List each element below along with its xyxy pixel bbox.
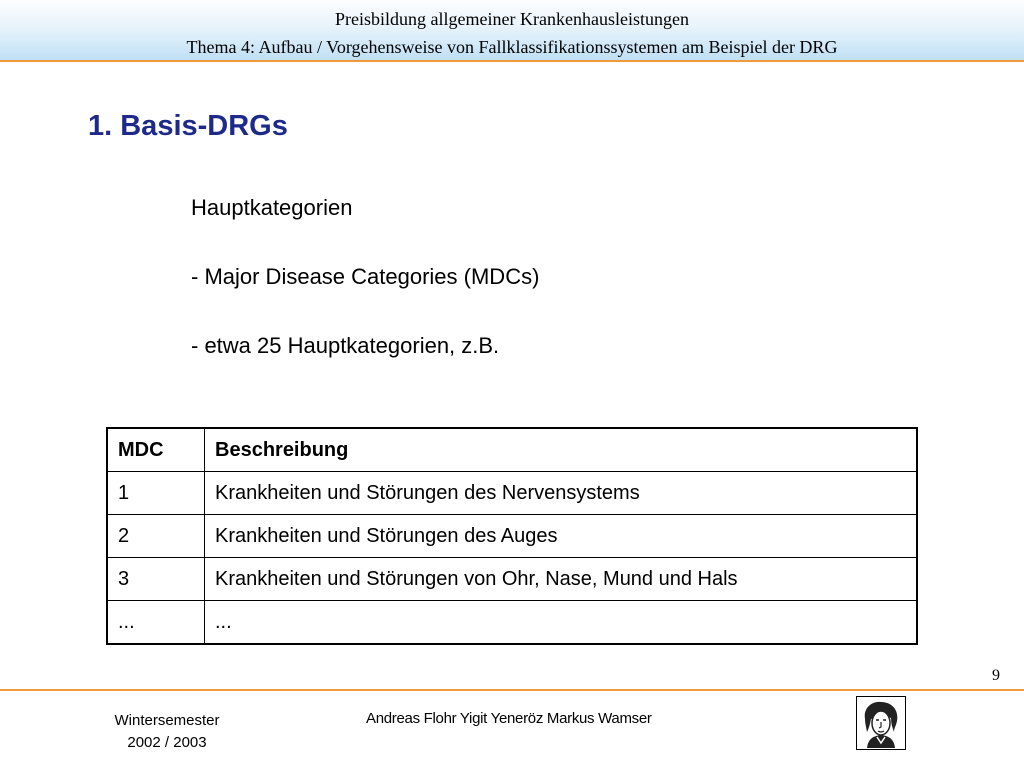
bullet-count: - etwa 25 Hauptkategorien, z.B. bbox=[191, 333, 500, 358]
footer-divider bbox=[0, 689, 1024, 691]
table-row bbox=[107, 601, 917, 645]
mdc-cell: 1 bbox=[107, 472, 205, 515]
semester-line-2: 2002 / 2003 bbox=[127, 734, 207, 751]
mdc-table bbox=[106, 427, 918, 645]
column-header-mdc: MDC bbox=[107, 428, 205, 472]
mdc-cell: 2 bbox=[107, 515, 205, 558]
table-header-row bbox=[107, 428, 917, 472]
semester-line-1: Wintersemester bbox=[114, 712, 220, 729]
description-cell: Krankheiten und Störungen des Nervensystems bbox=[205, 472, 918, 515]
mdc-cell: ... bbox=[107, 601, 205, 645]
description-cell: ... bbox=[205, 601, 918, 645]
table-row bbox=[107, 515, 917, 558]
mdc-cell: 3 bbox=[107, 558, 205, 601]
portrait-logo-icon bbox=[856, 696, 906, 750]
header-title: Preisbildung allgemeiner Krankenhausleistungen bbox=[335, 9, 689, 29]
bullet-mdcs: - Major Disease Categories (MDCs) bbox=[191, 264, 540, 289]
bullet-hauptkategorien: Hauptkategorien bbox=[191, 195, 353, 220]
semester-info bbox=[108, 710, 226, 754]
description-cell: Krankheiten und Störungen des Auges bbox=[205, 515, 918, 558]
description-cell: Krankheiten und Störungen von Ohr, Nase, Mund und Hals bbox=[205, 558, 918, 601]
header-divider bbox=[0, 60, 1024, 62]
table-row bbox=[107, 472, 917, 515]
header-subtitle: Thema 4: Aufbau / Vorgehensweise von Fallklassifikationssystemen am Beispiel der DRG bbox=[186, 37, 838, 57]
slide-header bbox=[0, 0, 1024, 60]
table-row bbox=[107, 558, 917, 601]
column-header-beschreibung: Beschreibung bbox=[205, 428, 918, 472]
authors: Andreas Flohr Yigit Yeneröz Markus Wamser bbox=[366, 710, 652, 727]
slide-title: 1. Basis-DRGs bbox=[88, 110, 288, 142]
page-number: 9 bbox=[992, 667, 1000, 684]
